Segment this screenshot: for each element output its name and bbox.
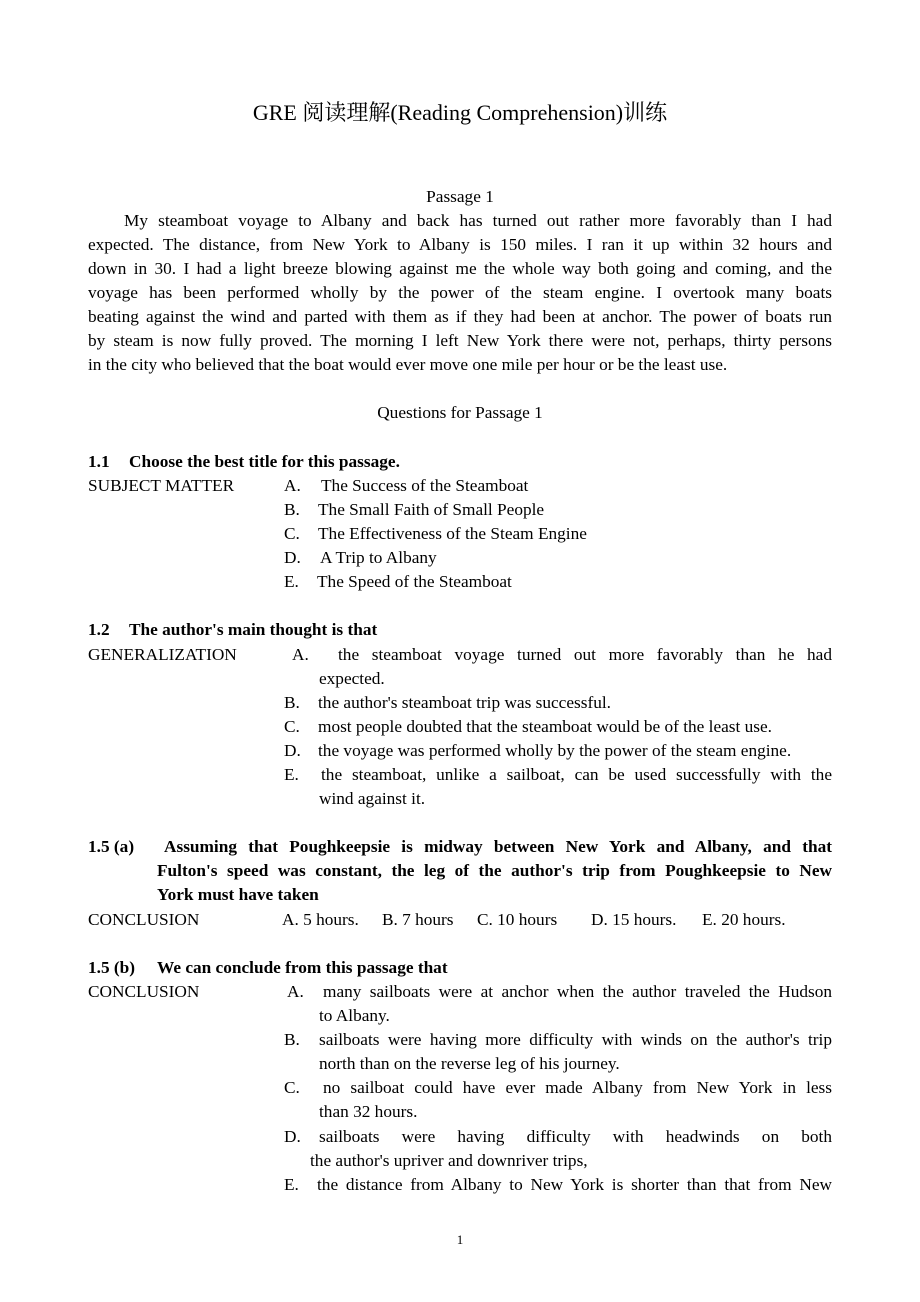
option: B. 7 hours	[382, 910, 454, 929]
option-letter: D.	[284, 741, 301, 760]
option-text: the author's upriver and downriver trips,	[310, 1151, 588, 1170]
passage-line: in the city who believed that the boat would ever move one mile per hour or be the least use.	[88, 355, 728, 374]
question-number: 1.5 (a)	[88, 837, 135, 856]
option-text: sailboats were having difficulty with headwinds on both	[319, 1127, 832, 1146]
option: A. 5 hours.	[282, 910, 359, 929]
question-number: 1.1	[88, 452, 110, 471]
option-letter: E.	[284, 1175, 299, 1194]
option-letter: E.	[284, 765, 299, 784]
option: D. 15 hours.	[591, 910, 677, 929]
option: C. 10 hours	[477, 910, 558, 929]
passage-line: My steamboat voyage to Albany and back has turned out rather more favorably than I had	[124, 211, 832, 230]
question-category: CONCLUSION	[88, 982, 200, 1001]
question-text: Assuming that Poughkeepsie is midway between New York and Albany, and that	[164, 837, 832, 856]
question-text: Fulton's speed was constant, the leg of the author's trip from Poughkeepsie to New	[157, 861, 832, 880]
option-letter: C.	[284, 524, 300, 543]
option-text: expected.	[319, 669, 385, 688]
option-letter: D.	[284, 548, 301, 567]
questions-heading: Questions for Passage 1	[377, 403, 543, 422]
option-letter: A.	[292, 645, 309, 664]
option-text: The Success of the Steamboat	[321, 476, 529, 495]
passage-line: by steam is now fully proved. The morning I left New York there were not, perhaps, thirty persons	[88, 331, 832, 350]
question-number: 1.2	[88, 620, 110, 639]
option-text: the steamboat, unlike a sailboat, can be used successfully with the	[321, 765, 832, 784]
option-text: most people doubted that the steamboat would be of the least use.	[318, 717, 773, 736]
passage-line: down in 30. I had a light breeze blowing against me the whole way both going and coming, and the	[88, 259, 832, 278]
passage-heading: Passage 1	[426, 187, 494, 206]
question-text: The author's main thought is that	[129, 620, 378, 639]
document-title: GRE 阅读理解(Reading Comprehension)训练	[252, 100, 668, 125]
option-text: than 32 hours.	[319, 1102, 418, 1121]
passage-line: voyage has been performed wholly by the power of the steam engine. I overtook many boats	[88, 283, 832, 302]
option-letter: A.	[287, 982, 304, 1001]
option: E. 20 hours.	[702, 910, 786, 929]
option-letter: D.	[284, 1127, 301, 1146]
option-text: A Trip to Albany	[320, 548, 437, 567]
page-number: 1	[456, 1232, 464, 1247]
option-text: the author's steamboat trip was successful.	[318, 693, 611, 712]
option-text: sailboats were having more difficulty with winds on the author's trip	[319, 1030, 832, 1049]
option-text: the voyage was performed wholly by the power of the steam engine.	[318, 741, 792, 760]
question-text: We can conclude from this passage that	[157, 958, 448, 977]
option-letter: E.	[284, 572, 299, 591]
option-text: The Small Faith of Small People	[318, 500, 545, 519]
question-category: CONCLUSION	[88, 910, 200, 929]
option-text: to Albany.	[319, 1006, 390, 1025]
option-text: The Effectiveness of the Steam Engine	[318, 524, 587, 543]
passage-line: beating against the wind and parted with them as if they had been at anchor. The power of boats run	[88, 307, 832, 326]
option-letter: C.	[284, 717, 300, 736]
option-text: north than on the reverse leg of his journey.	[319, 1054, 620, 1073]
option-text: wind against it.	[319, 789, 426, 808]
option-text: the steamboat voyage turned out more favorably than he had	[338, 645, 832, 664]
option-letter: C.	[284, 1078, 300, 1097]
option-letter: A.	[284, 476, 301, 495]
passage-line: expected. The distance, from New York to Albany is 150 miles. I ran it up within 32 hours and	[88, 235, 832, 254]
option-text: the distance from Albany to New York is shorter than that from New	[317, 1175, 832, 1194]
option-letter: B.	[284, 500, 300, 519]
question-text: Choose the best title for this passage.	[129, 452, 400, 471]
question-category: SUBJECT MATTER	[88, 476, 235, 495]
question-text: York must have taken	[157, 885, 319, 904]
question-number: 1.5 (b)	[88, 958, 136, 977]
option-letter: B.	[284, 1030, 300, 1049]
option-text: The Speed of the Steamboat	[317, 572, 512, 591]
question-category: GENERALIZATION	[88, 645, 237, 664]
option-text: no sailboat could have ever made Albany from New York in less	[323, 1078, 832, 1097]
option-letter: B.	[284, 693, 300, 712]
option-text: many sailboats were at anchor when the author traveled the Hudson	[323, 982, 832, 1001]
